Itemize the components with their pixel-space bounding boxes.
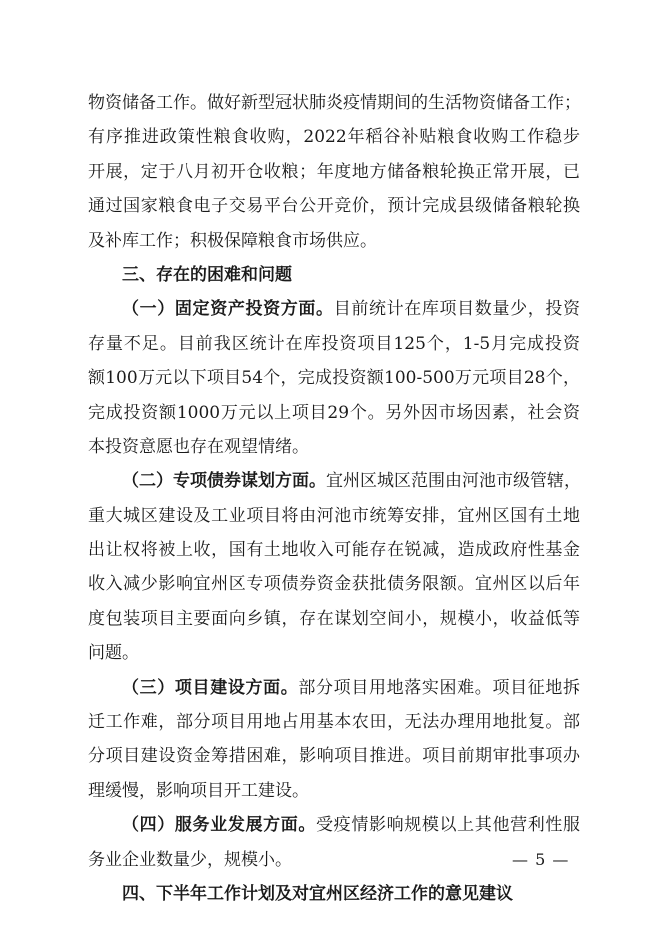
- text-line: 物资储备工作。做好新型冠状肺炎疫情期间的生活物资储备工作；: [88, 93, 581, 113]
- text-line: 存量不足。目前我区统计在库投资项目125个，1-5月完成投资: [88, 333, 580, 354]
- text-line: 开展，定于八月初开仓收粮；年度地方储备粮轮换正常开展，已: [88, 161, 580, 182]
- text-line: 务业企业数量少，规模小。: [88, 849, 292, 870]
- text-line: 收入减少影响宜州区专项债券资金获批债务限额。宜州区以后年: [88, 574, 580, 595]
- subsection-title: （二）专项债券谋划方面。: [122, 471, 326, 492]
- text-line: （一）固定资产投资方面。目前统计在库项目数量少，投资: [122, 299, 581, 320]
- text-line: 迁工作难，部分项目用地占用基本农田，无法办理用地批复。部: [88, 712, 580, 733]
- text-line: 重大城区建设及工业项目将由河池市统筹安排，宜州区国有土地: [88, 505, 580, 526]
- text-line: 理缓慢，影响项目开工建设。: [88, 780, 309, 801]
- text-line: （二）专项债券谋划方面。宜州区城区范围由河池市级管辖，: [122, 471, 581, 492]
- section-heading-difficulties: 三、存在的困难和问题: [122, 264, 292, 285]
- paragraph-material-reserve: [88, 86, 580, 258]
- text-line: 本投资意愿也存在观望情绪。: [88, 436, 309, 457]
- text-line: 完成投资额1000万元以上项目29个。另外因市场因素，社会资: [88, 402, 580, 423]
- section-heading-plan: 四、下半年工作计划及对宜州区经济工作的意见建议: [122, 883, 513, 904]
- text-line: 出让权将被上收，国有土地收入可能存在锐减，造成政府性基金: [88, 540, 580, 561]
- document-page: [88, 86, 580, 911]
- subsection-title: （三）项目建设方面。: [122, 677, 299, 698]
- paragraph-special-bonds: [88, 464, 580, 670]
- paragraph-fixed-asset-investment: [88, 292, 580, 464]
- paragraph-project-construction: [88, 671, 580, 809]
- subsection-title: （一）固定资产投资方面。: [122, 299, 334, 320]
- page-number: — 5 —: [512, 850, 570, 869]
- text-line: 有序推进政策性粮食收购，2022年稻谷补贴粮食收购工作稳步: [88, 127, 580, 148]
- text-line: 额100万元以下项目54个，完成投资额100-500万元项目28个，: [88, 368, 580, 389]
- text-line: （四）服务业发展方面。受疫情影响规模以上其他营利性服: [122, 815, 581, 836]
- subsection-title: （四）服务业发展方面。: [122, 815, 317, 836]
- text-line: 分项目建设资金筹措困难，影响项目推进。项目前期审批事项办: [88, 746, 580, 767]
- text-line: 度包装项目主要面向乡镇，存在谋划空间小，规模小，收益低等: [88, 608, 580, 629]
- text-line: （三）项目建设方面。部分项目用地落实困难。项目征地拆: [122, 677, 581, 698]
- text-line: 及补库工作；积极保障粮食市场供应。: [88, 230, 377, 251]
- text-line: 问题。: [88, 643, 139, 664]
- text-line: 通过国家粮食电子交易平台公开竞价，预计完成县级储备粮轮换: [88, 196, 580, 217]
- paragraph-service-industry: [88, 808, 580, 877]
